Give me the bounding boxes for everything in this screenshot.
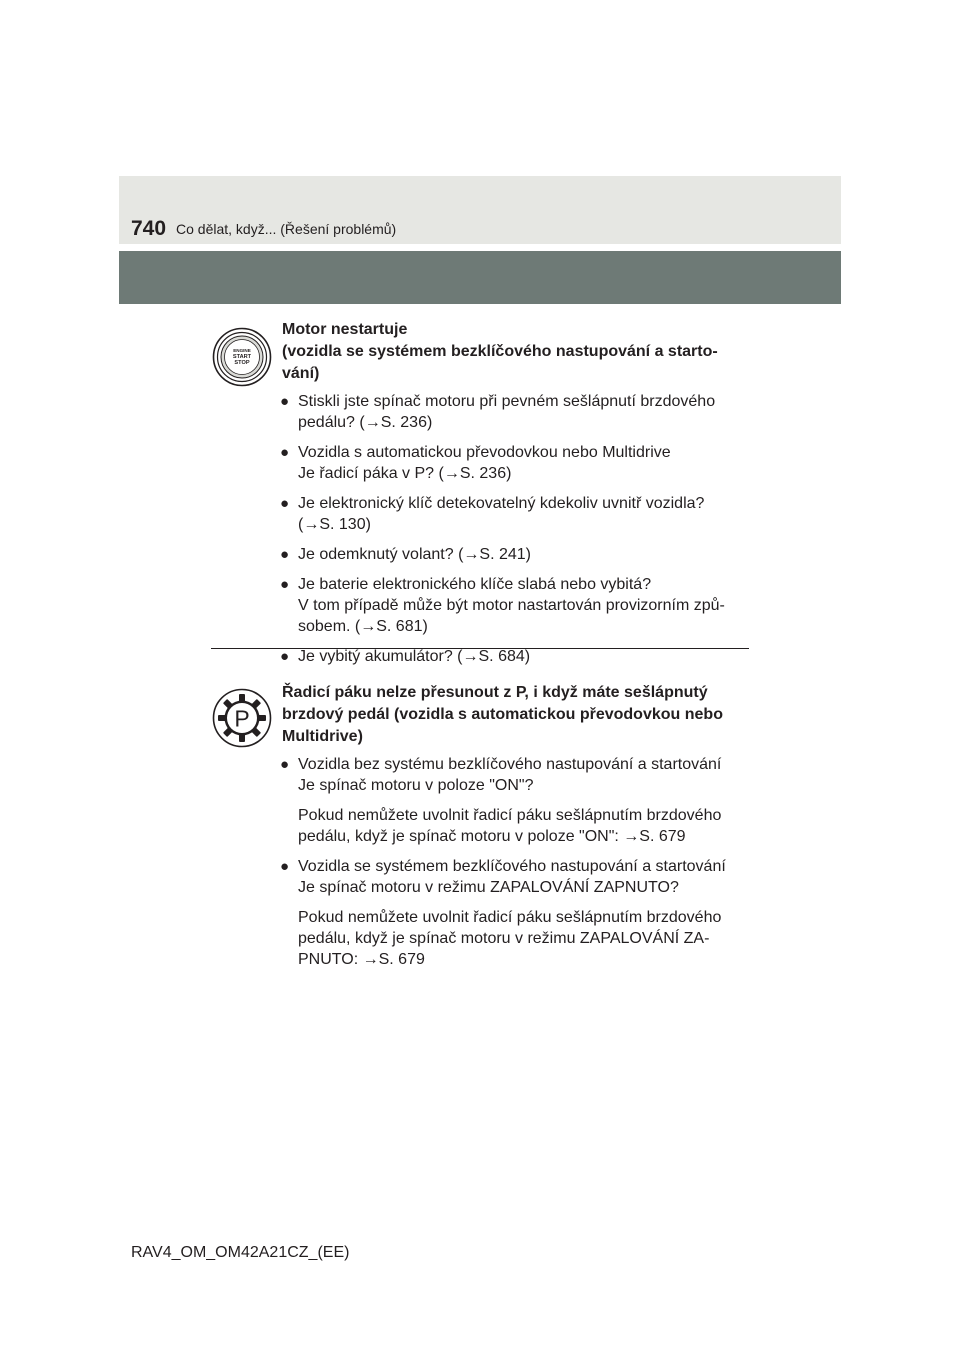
bullet-icon: ● (280, 648, 290, 665)
section-shift-lever-locked (282, 682, 746, 970)
bullet-icon: ● (280, 444, 290, 461)
section-bar (119, 251, 841, 304)
section-engine-not-starting (282, 319, 746, 676)
bullet-icon: ● (280, 858, 290, 875)
icon-text-start: START (232, 354, 252, 360)
bullet-icon: ● (280, 393, 290, 410)
sub-paragraph: Pokud nemůžete uvolnit řadicí páku sešlápnutím brzdového pedálu, když je spínač motoru v poloze "ON": →S. 679 (298, 807, 722, 845)
list-item: ● Je baterie elektronického klíče slabá nebo vybitá? V tom případě může být motor nastartován provizorním způ- sobem. (→S. 681) (280, 576, 725, 635)
shift-lock-p-gear-icon (212, 688, 272, 748)
icon-text-p: P (234, 705, 250, 732)
list-item: ● Vozidla s automatickou převodovkou nebo Multidrive Je řadicí páka v P? (→S. 236) (280, 444, 671, 482)
icon-text-stop: STOP (234, 360, 250, 366)
document-code: RAV4_OM_OM42A21CZ_(EE) (131, 1244, 350, 1261)
section-title: Motor nestartuje (vozidla se systémem bezklíčového nastupování a starto- vání) (282, 321, 718, 382)
chapter-title: Co dělat, když... (Řešení problémů) (176, 221, 397, 237)
bullet-icon: ● (280, 495, 290, 512)
section-title: Řadicí páku nelze přesunout z P, i když máte sešlápnutý brzdový pedál (vozidla s automatickou převodovkou nebo Multidrive) (282, 684, 723, 745)
list-item: ● Je vybitý akumulátor? (→S. 684) (280, 648, 531, 665)
page-number: 740 (131, 217, 167, 240)
sub-paragraph: Pokud nemůžete uvolnit řadicí páku sešlápnutím brzdového pedálu, když je spínač motoru v režimu ZAPALOVÁNÍ ZA- PNUTO: →S. 679 (298, 909, 722, 968)
list-item: ● Je odemknutý volant? (→S. 241) (280, 546, 532, 563)
engine-start-stop-icon (212, 327, 272, 387)
list-item: ● Je elektronický klíč detekovatelný kdekoliv uvnitř vozidla? (→S. 130) (280, 495, 705, 533)
list-item: ● Vozidla bez systému bezklíčového nastupování a startování Je spínač motoru v poloze "ON"? (280, 756, 722, 794)
bullet-icon: ● (280, 576, 290, 593)
section-divider (211, 648, 749, 649)
list-item: ● Stiskli jste spínač motoru při pevném sešlápnutí brzdového pedálu? (→S. 236) (280, 393, 716, 431)
icon-text-engine: ENGINE (233, 348, 251, 353)
bullet-icon: ● (280, 756, 290, 773)
bullet-icon: ● (280, 546, 290, 563)
list-item: ● Vozidla se systémem bezklíčového nastupování a startování Je spínač motoru v režimu ZAPALOVÁNÍ ZAPNUTO? (280, 858, 726, 896)
